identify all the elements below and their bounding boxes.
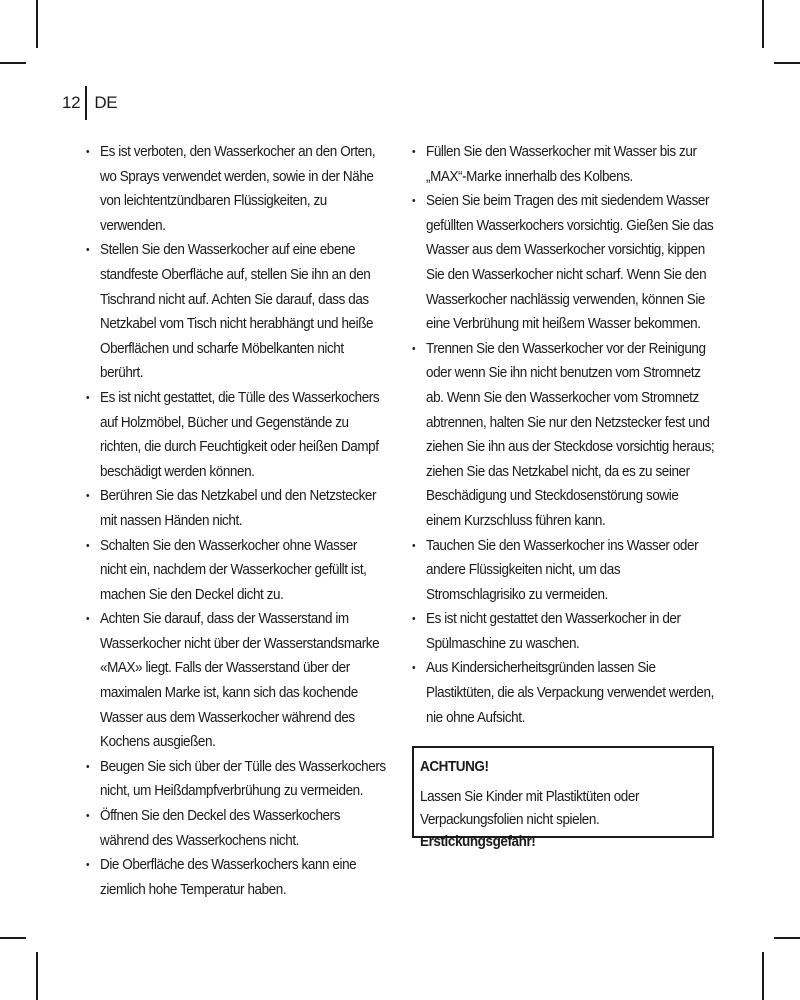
list-item: • Es ist verboten, den Wasserkocher an den Orten, wo Sprays verwendet werden, sowie in der Nähe von leichtentzündbaren Flüssigkeiten, zu verwenden. [100, 140, 386, 238]
warning-title: ACHTUNG! [420, 759, 489, 775]
page-number: 12 [62, 93, 81, 112]
list-item: • Beugen Sie sich über der Tülle des Wasserkochers nicht, um Heißdampfverbrühung zu vermeiden. [100, 755, 386, 804]
list-item: • Stellen Sie den Wasserkocher auf eine ebene standfeste Oberfläche auf, stellen Sie ihn an den Tischrand nicht auf. Achten Sie darauf, dass das Netzkabel vom Tisch nicht herabhängt und heiße Oberflächen und scharfe Möbelkanten nicht berührt. [100, 238, 386, 386]
right-column [426, 140, 716, 730]
right-safety-list [426, 140, 716, 730]
list-item: • Es ist nicht gestattet, die Tülle des Wasserkochers auf Holzmöbel, Bücher und Gegenstände zu richten, die durch Feuchtigkeit oder heißen Dampf beschädigt werden können. [100, 386, 386, 484]
warning-box [412, 746, 714, 850]
list-item: • Schalten Sie den Wasserkocher ohne Wasser nicht ein, nachdem der Wasserkocher gefüllt ist, machen Sie den Deckel dicht zu. [100, 534, 386, 608]
list-item: • Die Oberfläche des Wasserkochers kann eine ziemlich hohe Temperatur haben. [100, 853, 386, 902]
header-divider [85, 86, 87, 120]
left-safety-list [100, 140, 386, 902]
list-item: • Seien Sie beim Tragen des mit siedendem Wasser gefüllten Wasserkochers vorsichtig. Gießen Sie das Wasser aus dem Wasserkocher vorsichtig, kippen Sie den Wasserkocher nicht scharf. Wenn Sie den Wasserkocher nachlässig verwenden, können Sie eine Verbrühung mit heißem Wasser bekommen. [426, 189, 716, 337]
crop-mark-top-right-vertical [762, 0, 764, 48]
crop-mark-top-left-vertical [36, 0, 38, 48]
list-item: • Trennen Sie den Wasserkocher vor der Reinigung oder wenn Sie ihn nicht benutzen vom Stromnetz ab. Wenn Sie den Wasserkocher vom Stromnetz abtrennen, halten Sie nur den Netzstecker fest und ziehen Sie ihn aus der Steckdose vorsichtig heraus; ziehen Sie das Netzkabel nicht, da es zu seiner Beschädigung und Steckdosenstörung sowie einem Kurzschluss führen kann. [426, 337, 716, 534]
list-item: • Achten Sie darauf, dass der Wasserstand im Wasserkocher nicht über der Wasserstandsmarke «MAX» liegt. Falls der Wasserstand über der maximalen Marke ist, kann sich das kochende Wasser aus dem Wasserkocher während des Kochens ausgießen. [100, 607, 386, 755]
crop-mark-bottom-left-vertical [36, 952, 38, 1000]
crop-mark-top-left-horizontal [0, 62, 26, 64]
list-item: • Aus Kindersicherheitsgründen lassen Sie Plastiktüten, die als Verpackung verwendet werden, nie ohne Aufsicht. [426, 656, 716, 730]
language-code: DE [94, 93, 118, 112]
warning-emphasis: Erstickungsgefahr! [420, 834, 536, 850]
crop-mark-bottom-right-horizontal [774, 937, 800, 939]
list-item: • Es ist nicht gestattet den Wasserkocher in der Spülmaschine zu waschen. [426, 607, 716, 656]
list-item: • Füllen Sie den Wasserkocher mit Wasser bis zur „MAX“-Marke innerhalb des Kolbens. [426, 140, 716, 189]
left-column [100, 140, 386, 902]
warning-text [420, 786, 708, 854]
crop-mark-bottom-left-horizontal [0, 937, 26, 939]
page-header [62, 86, 117, 120]
list-item: • Tauchen Sie den Wasserkocher ins Wasser oder andere Flüssigkeiten nicht, um das Stromschlagrisiko zu vermeiden. [426, 534, 716, 608]
crop-mark-bottom-right-vertical [762, 952, 764, 1000]
list-item: • Berühren Sie das Netzkabel und den Netzstecker mit nassen Händen nicht. [100, 484, 386, 533]
crop-mark-top-right-horizontal [774, 62, 800, 64]
list-item: • Öffnen Sie den Deckel des Wasserkochers während des Wasserkochens nicht. [100, 804, 386, 853]
warning-message: Lassen Sie Kinder mit Plastiktüten oder Verpackungsfolien nicht spielen. [420, 789, 640, 828]
